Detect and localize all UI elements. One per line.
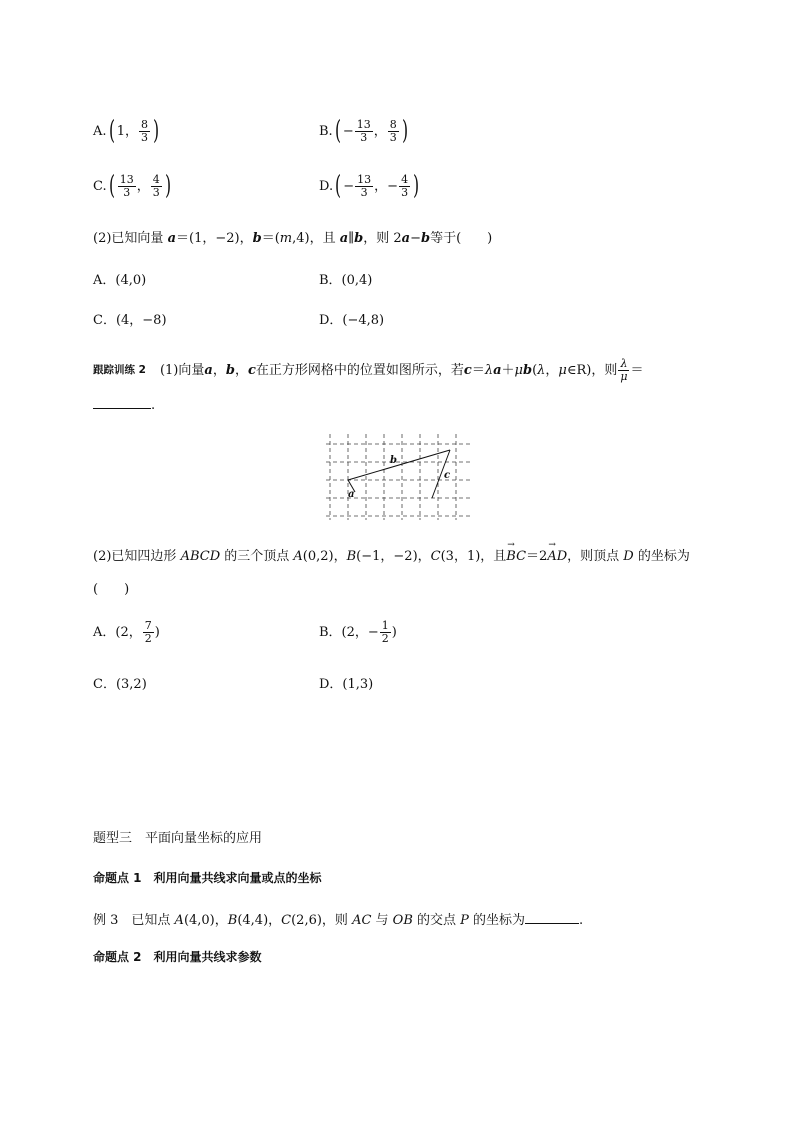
fraction: $\frac{7}{2}$ xyxy=(144,619,152,645)
q2-option-a: A．(4,0) xyxy=(93,273,147,288)
fraction: $\frac{1}{2}$ xyxy=(381,619,389,645)
answer-paren[interactable]: ( ) xyxy=(93,582,130,597)
q3-option-a: A．(2， $\frac{7}{2}$ ) xyxy=(93,619,160,645)
training-tag: 跟踪训练 2 xyxy=(93,363,146,376)
fraction: $\frac{4}{3}$ xyxy=(152,172,160,199)
question-quadrilateral-stem: (2)已知四边形 ABCD 的三个顶点 A(0,2)，B(−1，−2)，C(3，1)，且→ BC＝2→ AD，则顶点 D 的坐标为 xyxy=(93,550,690,563)
training-2-stem: 跟踪训练 2 (1)向量 a ， b ， c 在正方形网格中的位置如图所示，若 c ＝ λ a ＋ μ b ( λ ， μ ∈R)，则 $\frac{\lambda}{\mu}$ ＝ xyxy=(93,356,644,383)
label-a: a xyxy=(348,489,355,500)
example-3: 例 3 已知点 A(4,0)，B(4,4)，C(2,6)，则 AC 与 OB 的交点 P 的坐标为 . xyxy=(93,913,584,928)
q2-option-b: B．(0,4) xyxy=(319,273,373,288)
option-d-prev: D. ( − $\frac{13}{3}$ ， − $\frac{4}{3}$ ) xyxy=(319,171,420,201)
option-c-prev: C. ( $\frac{13}{3}$ ， $\frac{4}{3}$ ) xyxy=(93,171,171,201)
proposition-point-1: 命题点 1 利用向量共线求向量或点的坐标 xyxy=(93,871,322,885)
proposition-point-2: 命题点 2 利用向量共线求参数 xyxy=(93,950,262,964)
q2-option-c: C．(4，−8) xyxy=(93,313,167,328)
vector-b xyxy=(348,450,450,480)
vector-bc: → BC xyxy=(506,550,526,563)
lambda-over-mu: $\frac{\lambda}{\mu}$ xyxy=(620,356,628,383)
answer-blank-2[interactable] xyxy=(525,912,579,924)
fraction: $\frac{13}{3}$ xyxy=(357,172,372,199)
fraction: $\frac{13}{3}$ xyxy=(356,117,371,144)
q3-option-b: B．(2，− $\frac{1}{2}$ ) xyxy=(319,619,397,645)
vector-ad: → AD xyxy=(547,550,567,563)
section-title: 题型三 平面向量坐标的应用 xyxy=(93,831,263,846)
option-a-prev: A. ( 1， $\frac{8}{3}$ ) xyxy=(93,116,160,146)
fraction: $\frac{8}{3}$ xyxy=(140,117,148,144)
question-2-stem: (2)已知向量 a＝(1，−2)，b＝(m,4)，且 a∥b，则 2a−b等于( ) xyxy=(93,231,493,246)
answer-blank-1[interactable]: . xyxy=(93,396,155,412)
fraction: $\frac{8}{3}$ xyxy=(389,117,397,144)
fraction: $\frac{13}{3}$ xyxy=(119,172,134,199)
option-b-prev: B. ( − $\frac{13}{3}$ ， $\frac{8}{3}$ ) xyxy=(319,116,408,146)
label-c: c xyxy=(444,470,451,481)
q2-option-d: D．(−4,8) xyxy=(319,313,385,328)
q3-option-c: C．(3,2) xyxy=(93,677,147,692)
vector-grid-figure xyxy=(326,434,470,520)
q3-option-d: D．(1,3) xyxy=(319,677,374,692)
label-b: b xyxy=(390,455,397,466)
fraction: $\frac{4}{3}$ xyxy=(401,172,409,199)
